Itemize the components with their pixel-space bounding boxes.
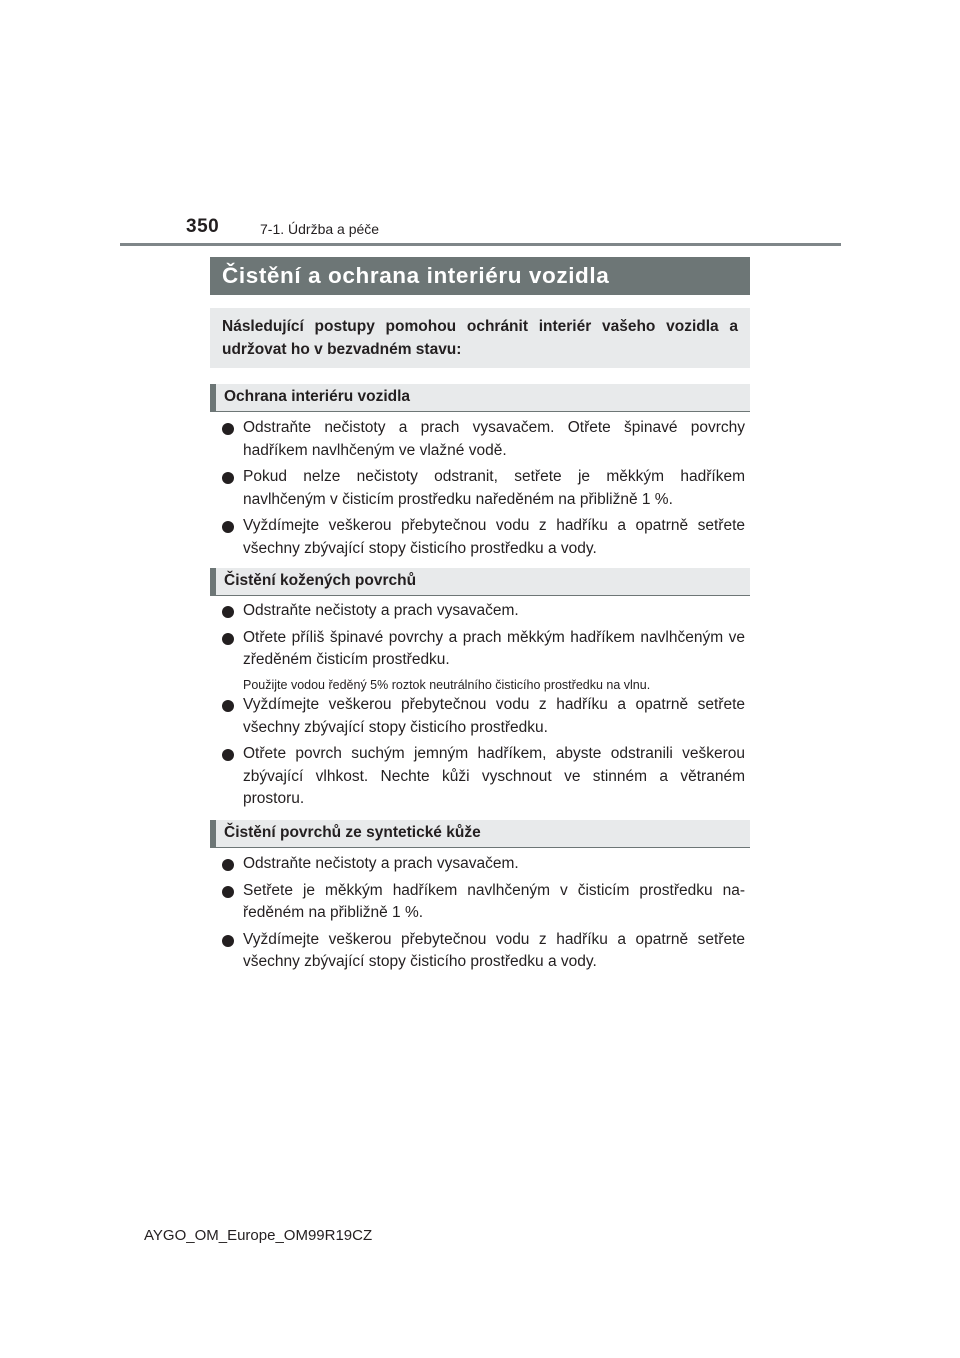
section-reference: 7-1. Údržba a péče [260,221,380,237]
list-item [222,417,745,462]
header-divider [120,243,841,246]
list-item-text: Odstraňte nečistoty a prach vysavačem. Otřete špinavé povrchy hadříkem navlhčeným ve vlažné vodě. [243,419,745,459]
list-item-text: Otřete povrch suchým jemným hadříkem, abyste odstranili veškerou zbývající vlhkost. Nechte kůži vyschnout ve stinném a větraném prostoru. [243,745,745,808]
page-number: 350 [186,216,220,237]
bullet-icon [222,859,234,871]
leather-note: Použijte vodou ředěný 5% roztok neutrálního čisticího prostředku na vlnu. [243,678,651,692]
bullet-icon [222,886,234,898]
list-item [222,515,745,560]
bullet-icon [222,606,234,618]
list-item-text: Vyždímejte veškerou přebytečnou vodu z hadříku a opatrně setřete všechny zbývající stopy čisticího prostředku a vody. [243,517,745,557]
list-interior-protection [222,417,745,561]
bullet-icon [222,700,234,712]
list-item [222,600,745,623]
bullet-icon [222,749,234,761]
list-leather-cleaning-a [222,600,745,672]
bullet-icon [222,935,234,947]
list-item [222,929,745,974]
list-item-text: Odstraňte nečistoty a prach vysavačem. [243,855,519,872]
bullet-icon [222,423,234,435]
list-leather-cleaning-b [222,694,745,811]
bullet-icon [222,633,234,645]
list-item [222,466,745,511]
list-item-text: Vyždímejte veškerou přebytečnou vodu z hadříku a opatrně setřete všechny zbývající stopy čisticího prostředku a vody. [243,930,745,971]
bullet-icon [222,521,234,533]
list-item [222,627,745,672]
section-heading-leather-cleaning: Čistění kožených povrchů [210,568,750,596]
list-item [222,743,745,811]
page-title: Čistění a ochrana interiéru vozidla [210,257,750,295]
section-heading-synthetic-leather: Čistění povrchů ze syntetické kůže [210,820,750,848]
list-item [222,853,745,876]
list-synthetic-leather [222,853,745,974]
page-header [0,0,960,250]
list-item-text: Vyždímejte veškerou přebytečnou vodu z hadříku a opatrně setřete všechny zbývající stopy čisticího prostředku. [243,696,745,736]
list-item-text: Pokud nelze nečistoty odstranit, setřete je měkkým hadříkem navlhčeným v čisticím prostředku naředěném na přibližně 1 %. [243,468,745,508]
bullet-icon [222,472,234,484]
intro-box: Následující postupy pomohou ochránit interiér vašeho vozidla a udržovat ho v bezvadném stavu: [210,308,750,368]
section-heading-interior-protection: Ochrana interiéru vozidla [210,384,750,412]
list-item-text: Odstraňte nečistoty a prach vysavačem. [243,602,519,619]
footer-document-id: AYGO_OM_Europe_OM99R19CZ [144,1227,373,1244]
list-item [222,880,745,925]
list-item-text: Setřete je měkkým hadříkem navlhčeným v čisticím prostředku naředěném na přibližně 1 %. [243,881,745,922]
list-item-text: Otřete příliš špinavé povrchy a prach měkkým hadříkem navlhčeným ve zředěném čisticím prostředku. [243,628,745,669]
list-item [222,694,745,739]
